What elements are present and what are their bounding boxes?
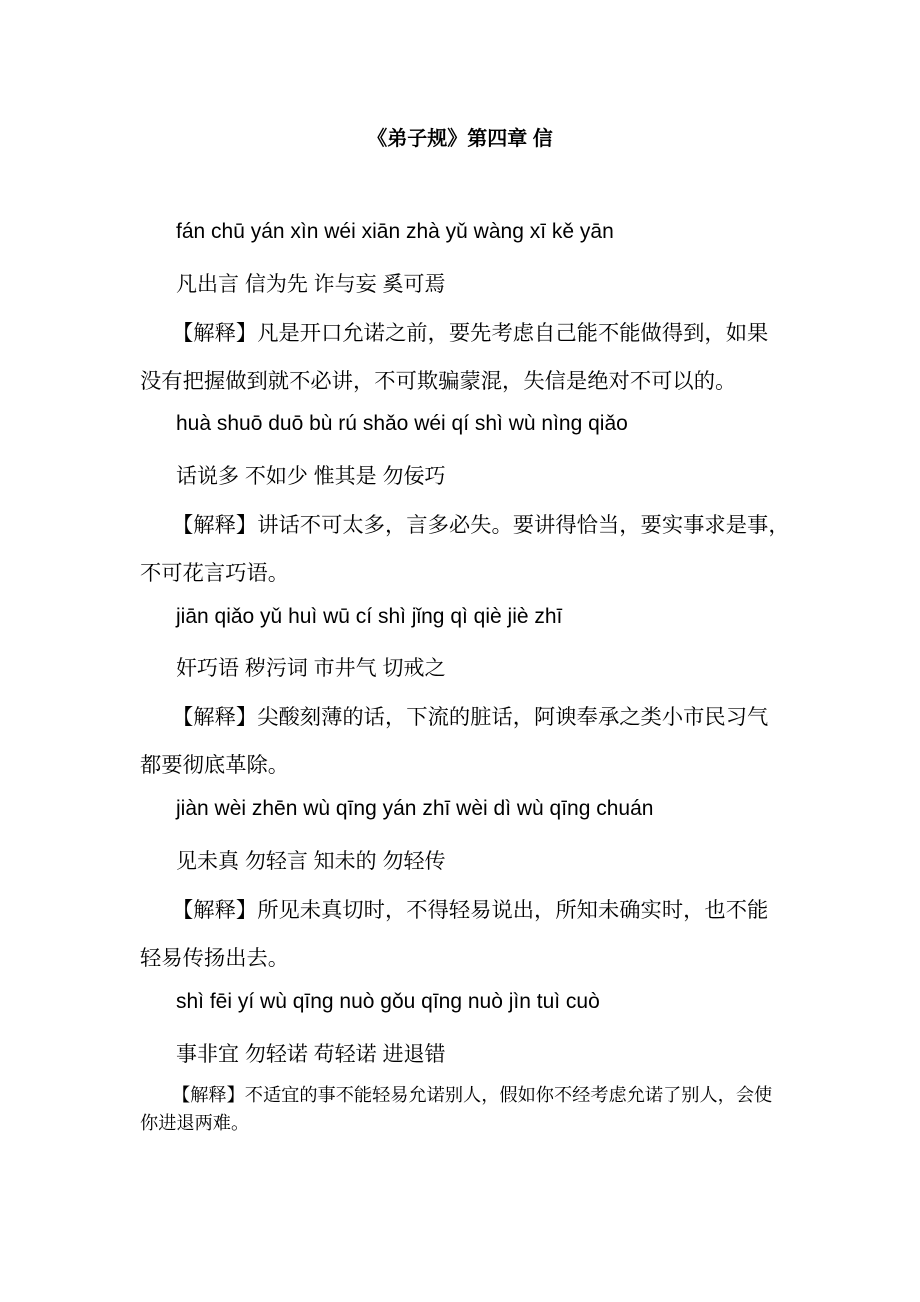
verse-text: 见未真 勿轻言 知未的 勿轻传 [176,850,446,873]
verse-explanation: 没有把握做到就不必讲，不可欺骗蒙混，失信是绝对不可以的。 [140,369,737,393]
verse-explanation: 【解释】尖酸刻薄的话，下流的脏话，阿谀奉承之类小市民习气 [172,705,769,729]
verse-text: 事非宜 勿轻诺 苟轻诺 进退错 [176,1043,446,1066]
verse-explanation: 【解释】所见未真切时，不得轻易说出，所知未确实时，也不能 [172,898,769,922]
verse-explanation: 都要彻底革除。 [140,753,290,777]
verse-pinyin: jiàn wèi zhēn wù qīng yán zhī wèi dì wù qīng chuán [176,797,654,820]
verse-text: 凡出言 信为先 诈与妄 奚可焉 [176,273,446,296]
verse-explanation: 不可花言巧语。 [140,561,290,585]
verse-explanation: 【解释】讲话不可太多，言多必失。要讲得恰当，要实事求是事， [172,513,790,537]
verse-text: 话说多 不如少 惟其是 勿佞巧 [176,465,446,488]
verse-pinyin: fán chū yán xìn wéi xiān zhà yǔ wàng xī kě yān [176,220,614,243]
document-title: 《弟子规》第四章 信 [367,128,553,150]
verse-explanation: 【解释】凡是开口允诺之前，要先考虑自己能不能做得到，如果 [172,321,769,345]
verse-pinyin: jiān qiǎo yǔ huì wū cí shì jǐng qì qiè jiè zhī [176,605,563,628]
verse-pinyin: huà shuō duō bù rú shǎo wéi qí shì wù nìng qiǎo [176,412,628,435]
verse-explanation: 你进退两难。 [140,1113,250,1133]
verse-text: 奸巧语 秽污词 市井气 切戒之 [176,657,446,680]
verse-explanation: 【解释】不适宜的事不能轻易允诺别人，假如你不经考虑允诺了别人，会使 [172,1085,773,1105]
verse-explanation: 轻易传扬出去。 [140,946,290,970]
verse-pinyin: shì fēi yí wù qīng nuò gǒu qīng nuò jìn tuì cuò [176,990,600,1013]
